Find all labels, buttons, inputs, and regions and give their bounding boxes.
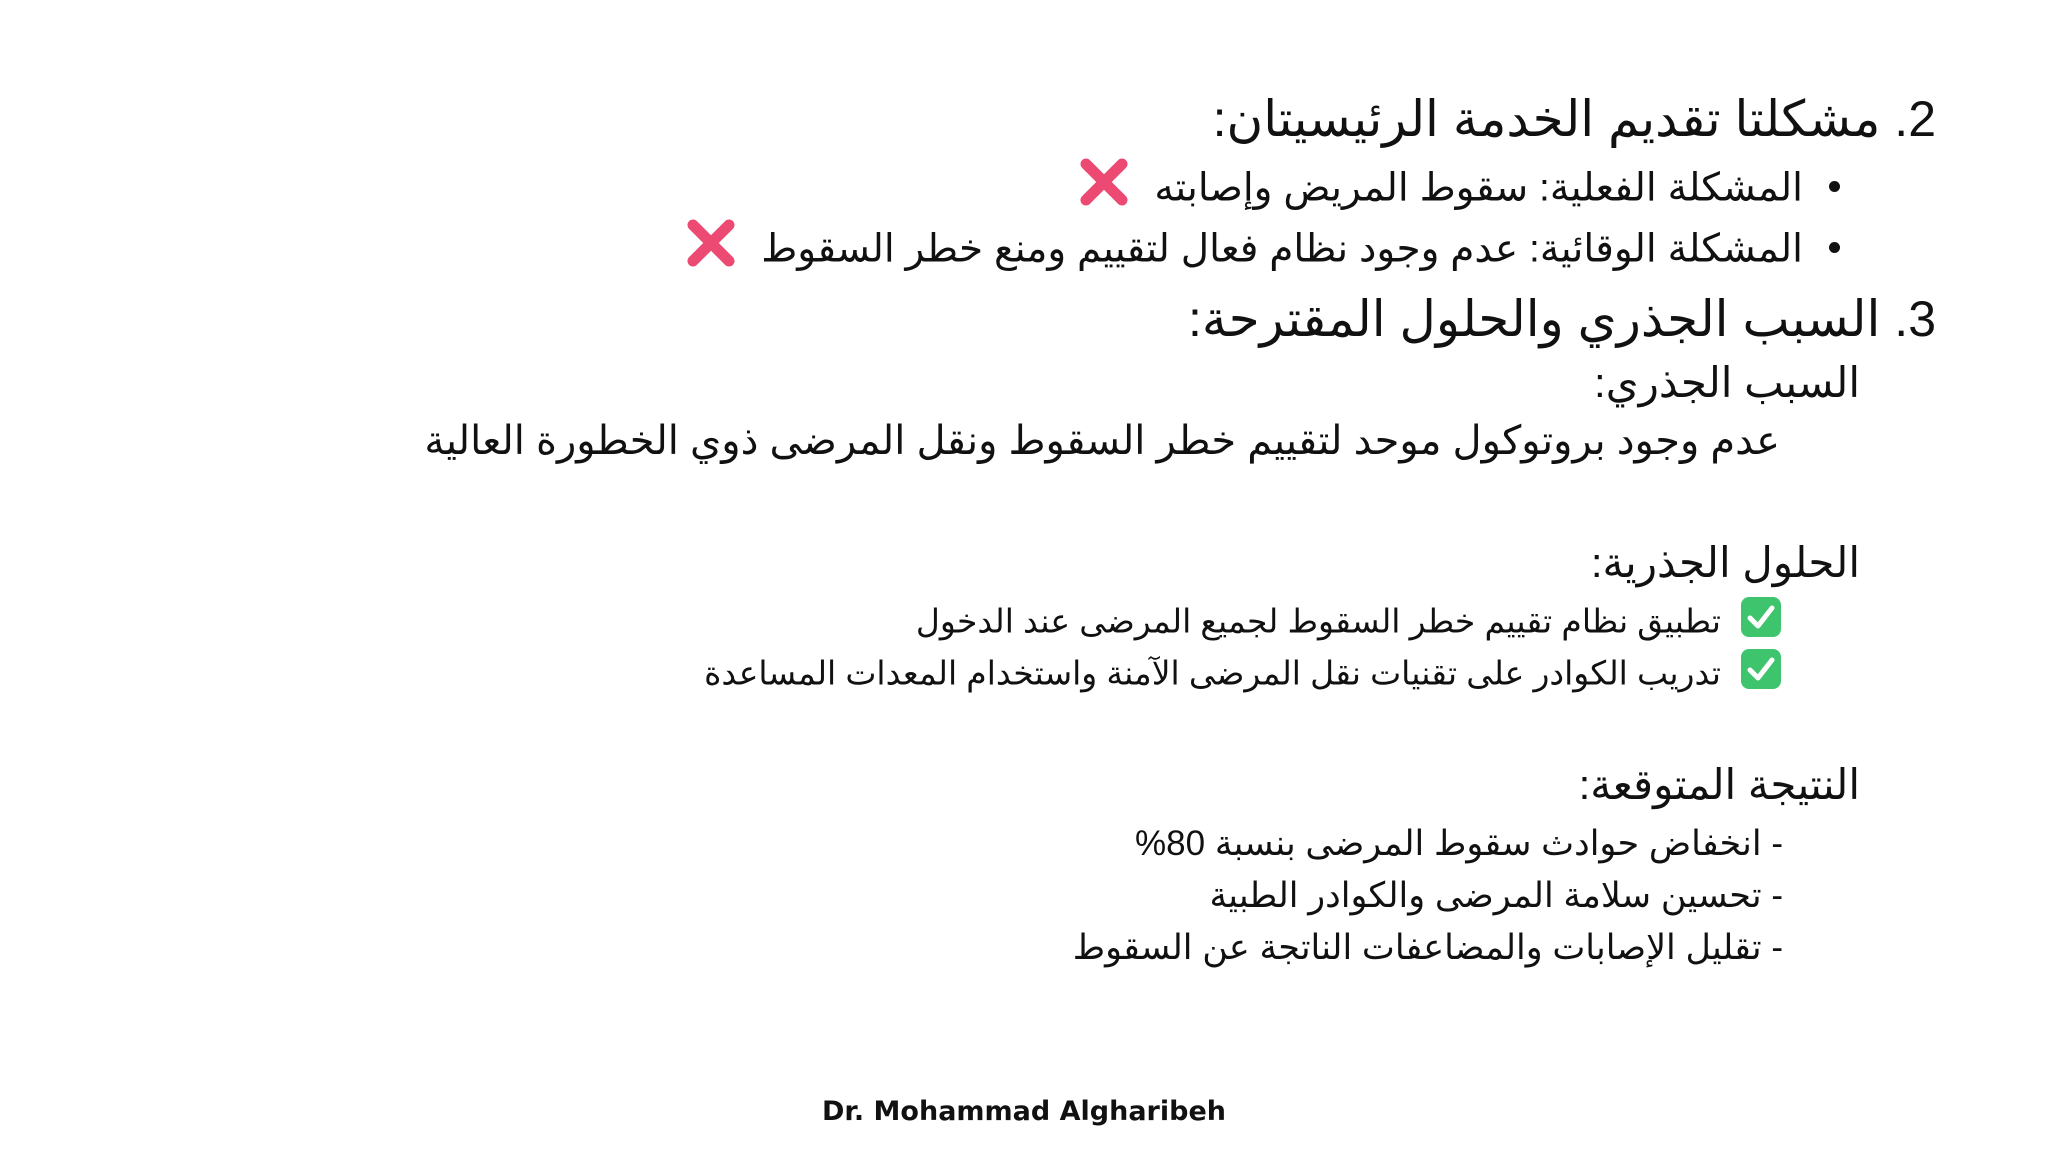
section-3-number: .3 (1894, 291, 1936, 347)
solutions-label: الحلول الجذرية: (1590, 539, 1860, 586)
bullet-dot (1829, 181, 1840, 192)
root-cause-label: السبب الجذري: (1594, 359, 1860, 406)
check-box-icon (1739, 647, 1783, 699)
list-item: - تحسين سلامة المرضى والكوادر الطبية (1209, 876, 1783, 915)
section-2-heading (1213, 90, 1936, 148)
cross-mark-icon (683, 215, 739, 281)
cross-mark-icon (1076, 154, 1132, 220)
section-3-heading (1188, 290, 1936, 348)
list-item (683, 218, 1840, 284)
solution-text: تدريب الكوادر على تقنيات نقل المرضى الآمنة واستخدام المعدات المساعدة (704, 654, 1721, 692)
bullet-text: المشكلة الوقائية: عدم وجود نظام فعال لتقييم ومنع خطر السقوط (761, 227, 1803, 271)
bullet-dot (1829, 242, 1840, 253)
expected-results-label: النتيجة المتوقعة: (1578, 761, 1860, 808)
list-item: - تقليل الإصابات والمضاعفات الناتجة عن السقوط (1072, 928, 1783, 967)
list-item (704, 650, 1783, 702)
list-item: - انخفاض حوادث سقوط المرضى بنسبة 80% (1135, 824, 1783, 863)
list-item (1076, 157, 1840, 223)
root-cause-text: عدم وجود بروتوكول موحد لتقييم خطر السقوط ونقل المرضى ذوي الخطورة العالية (424, 419, 1780, 463)
bullet-text: المشكلة الفعلية: سقوط المريض وإصابته (1154, 166, 1803, 210)
check-box-icon (1739, 595, 1783, 647)
solution-text: تطبيق نظام تقييم خطر السقوط لجميع المرضى عند الدخول (915, 602, 1721, 640)
footer-author: Dr. Mohammad Algharibeh (822, 1096, 1226, 1127)
section-2-title: مشكلتا تقديم الخدمة الرئيسيتان: (1212, 91, 1881, 147)
section-2-number: .2 (1894, 91, 1936, 147)
section-3-title: السبب الجذري والحلول المقترحة: (1188, 291, 1881, 347)
list-item (916, 598, 1783, 650)
